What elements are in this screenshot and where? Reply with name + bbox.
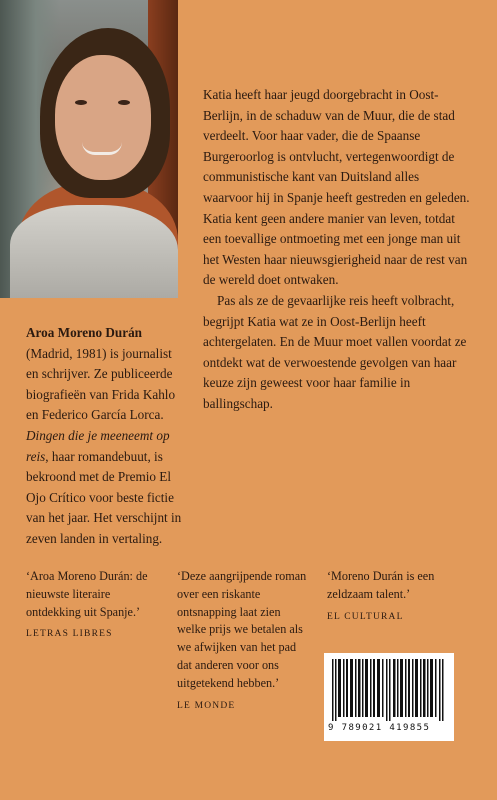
author-bio [26, 323, 186, 550]
barcode-bars [332, 659, 446, 721]
quote-text: ‘Moreno Durán is een zeldzaam talent.’ [327, 569, 435, 601]
quote-source: LE MONDE [177, 700, 236, 711]
review-quote-3 [327, 568, 455, 626]
blurb-paragraph-2: Pas als ze de gevaarlijke reis heeft volbracht, begrijpt Katia wat ze in Oost-Berlijn heeft achtergelaten. En de Muur moet vallen voordat ze ontdekt wat de verwoestende gevolgen van haar keuze zijn geweest voor haar familie in ballingschap. [203, 292, 467, 411]
quote-text: ‘Deze aangrijpende roman over een riskante ontsnapping laat zien welke prijs we betalen als we afwijken van het pad dat anderen voor ons uitgetekend hebben.’ [177, 569, 307, 690]
quote-source: EL CULTURAL [327, 611, 404, 622]
photo-eye-left [75, 100, 87, 105]
photo-face [55, 55, 151, 180]
photo-scarf [10, 205, 178, 298]
photo-eye-right [118, 100, 130, 105]
bio-text-1: (Madrid, 1981) is journalist en schrijver. Ze publiceerde biografieën van Frida Kahlo en Federico García Lorca. [26, 345, 176, 423]
bio-text-2: , haar romandebuut, is bekroond met de Premio El Ojo Crítico voor beste fictie van het jaar. Het verschijnt in zeven landen in vertaling. [26, 448, 182, 546]
bio-book-title: Dingen die je meeneemt op reis [26, 427, 170, 464]
author-name: Aroa Moreno Durán [26, 325, 142, 340]
quote-text: ‘Aroa Moreno Durán: de nieuwste literaire ontdekking uit Spanje.’ [26, 569, 148, 619]
blurb [203, 85, 471, 415]
quote-source: LETRAS LIBRES [26, 629, 113, 640]
blurb-paragraph-1: Katia heeft haar jeugd doorgebracht in Oost-Berlijn, in de schaduw van de Muur, die de stad verdeelt. Voor haar vader, die de Spaanse Burgeroorlog is ontvlucht, vertegenwoordigt de communistische kant van Duitsland alles waarvoor hij in Spanje heeft gestreden en geleden. Katia kent geen andere manier van leven, totdat een toevallige ontmoeting met een jonge man uit het Westen haar nieuwsgierigheid naar de rest van de wereld doet ontwaken. [203, 87, 470, 288]
review-quote-2 [177, 568, 309, 715]
author-photo [0, 0, 178, 298]
review-quote-1 [26, 568, 154, 644]
isbn-barcode [324, 653, 454, 741]
barcode-digits: 9 789021 419855 [328, 723, 431, 733]
